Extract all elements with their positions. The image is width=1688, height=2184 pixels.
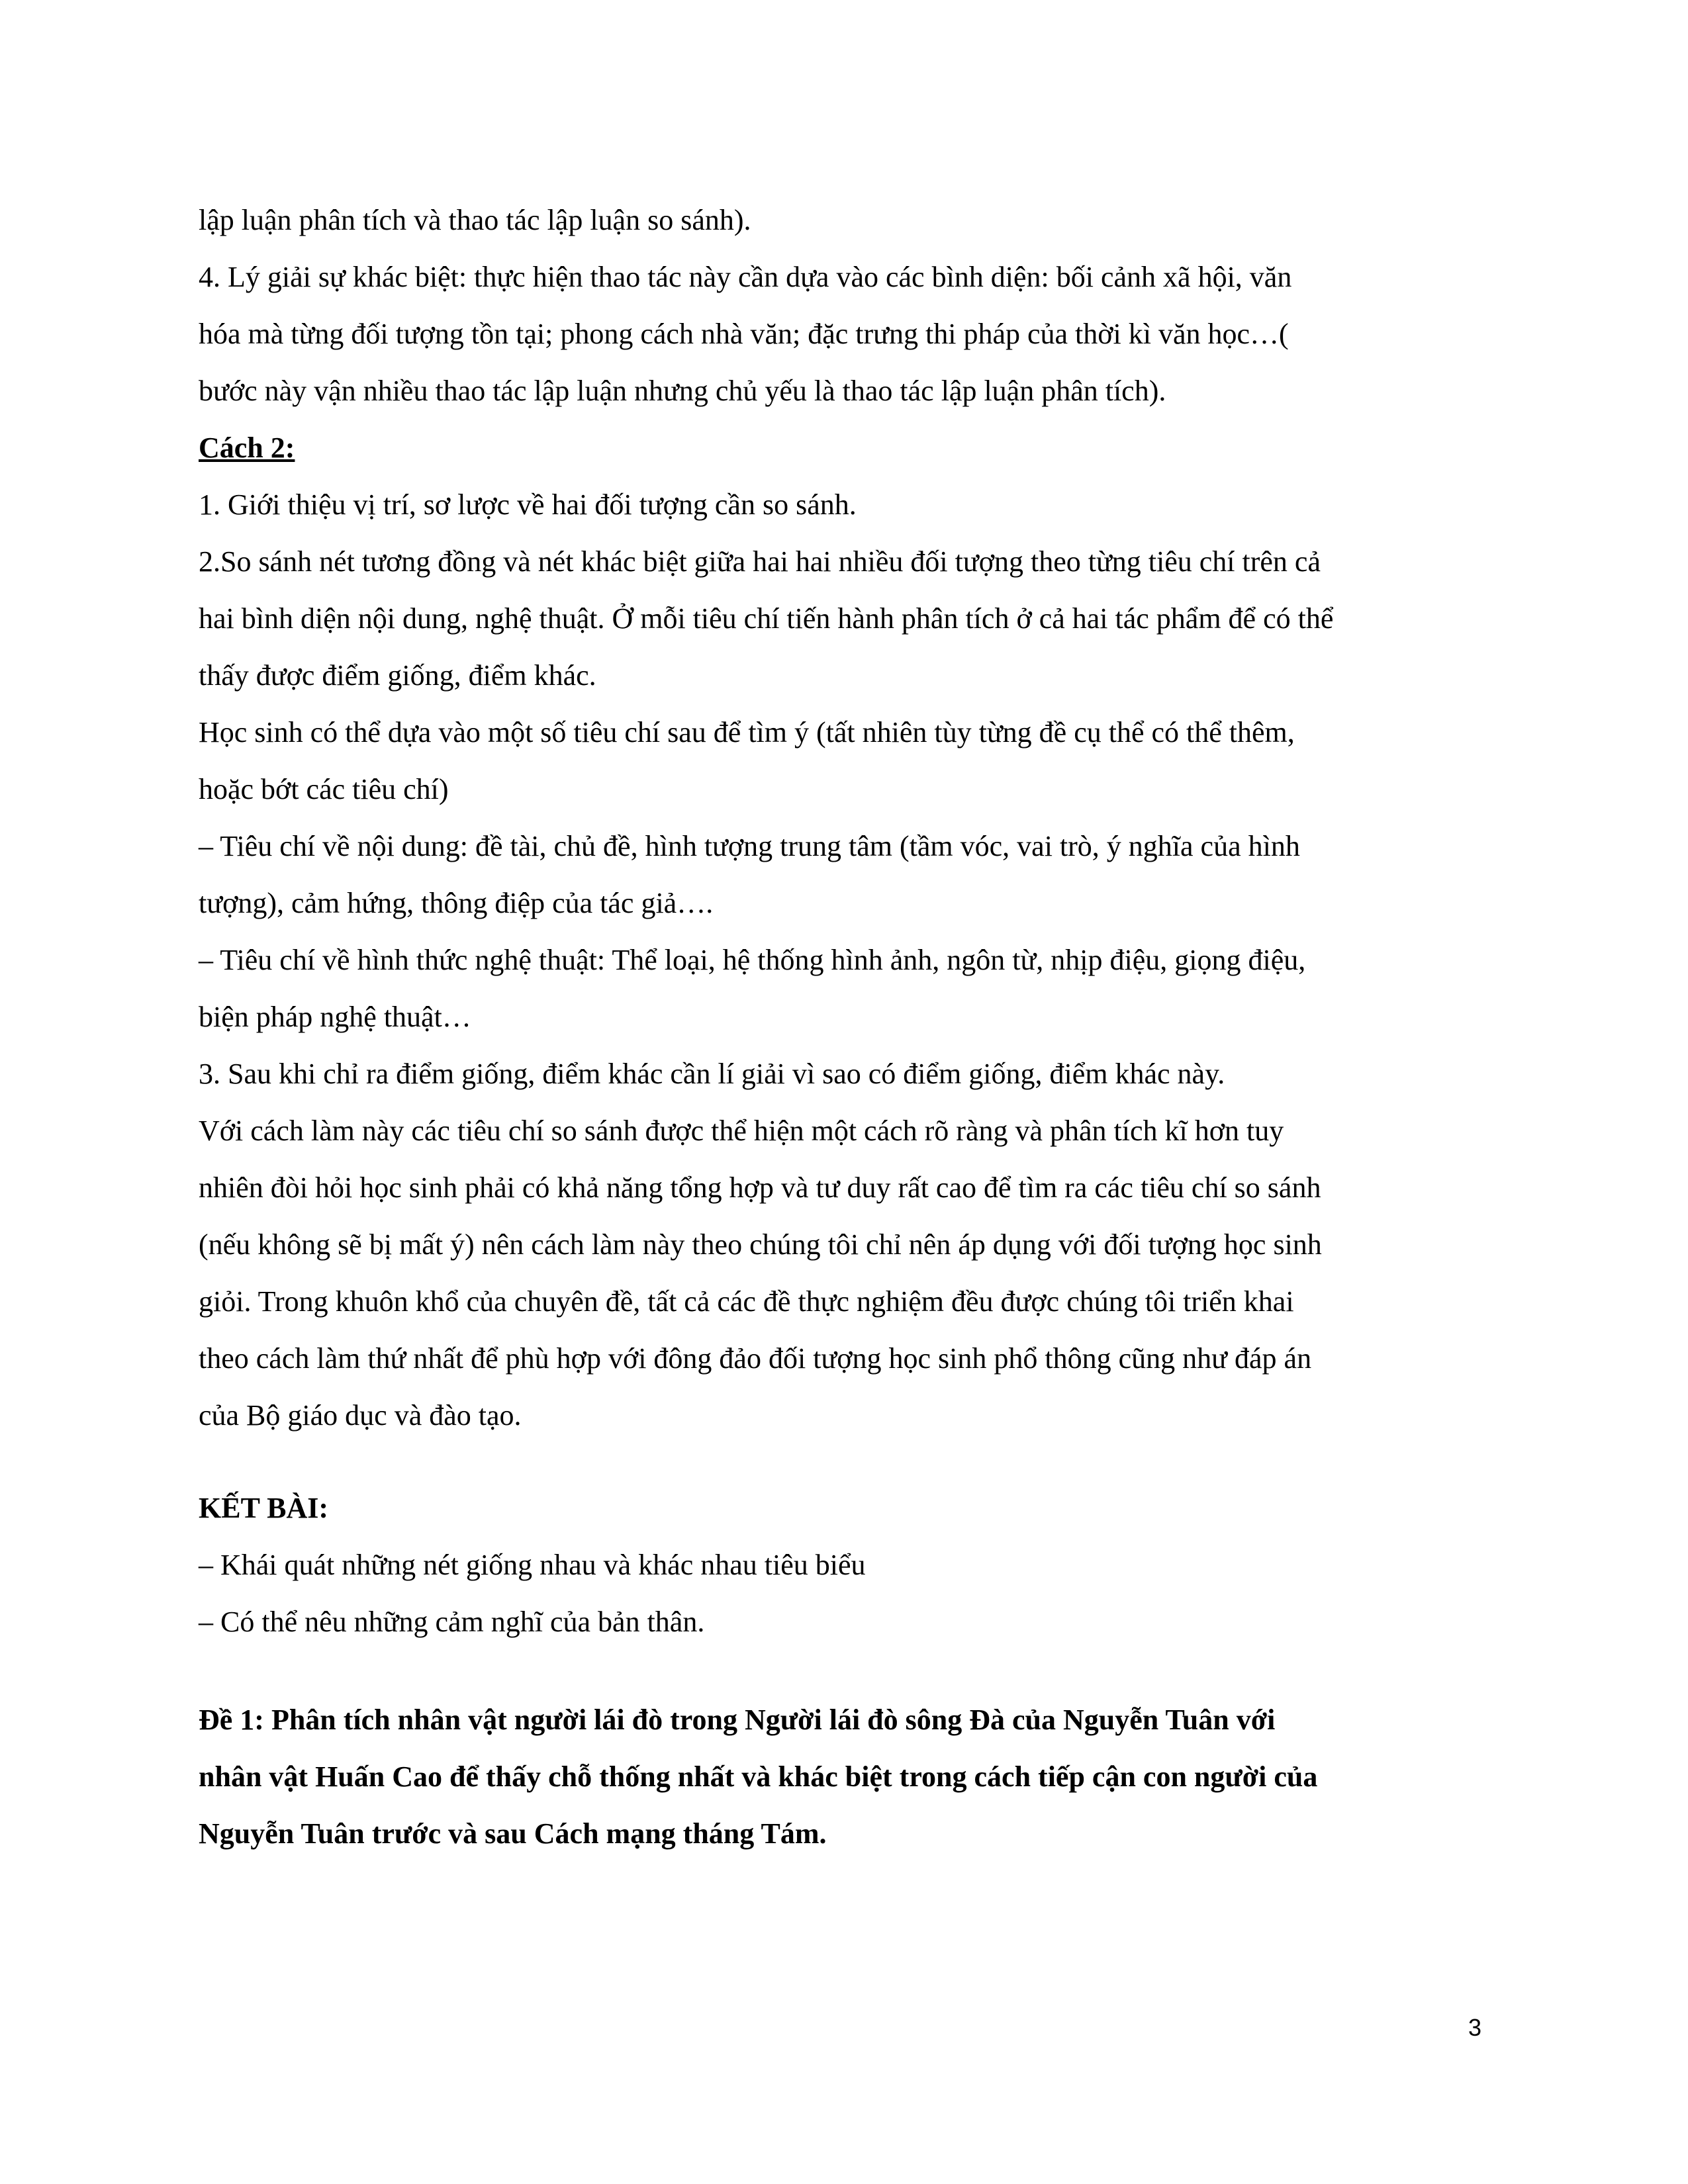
- text-line: bước này vận nhiều thao tác lập luận nhưng chủ yếu là thao tác lập luận phân tích).: [199, 375, 1166, 407]
- exercise-heading-line: Đề 1: Phân tích nhân vật người lái đò trong Người lái đò sông Đà của Nguyễn Tuân với: [199, 1704, 1276, 1736]
- exercise-heading-line: nhân vật Huấn Cao để thấy chỗ thống nhất và khác biệt trong cách tiếp cận con người của: [199, 1760, 1318, 1793]
- text-line: 3. Sau khi chỉ ra điểm giống, điểm khác cần lí giải vì sao có điểm giống, điểm khác này.: [199, 1058, 1225, 1090]
- text-line: nhiên đòi hỏi học sinh phải có khả năng tổng hợp và tư duy rất cao để tìm ra các tiêu chí so sánh: [199, 1171, 1321, 1204]
- exercise-heading-line: Nguyễn Tuân trước và sau Cách mạng tháng Tám.: [199, 1817, 827, 1850]
- text-line: của Bộ giáo dục và đào tạo.: [199, 1399, 522, 1432]
- text-line: – Tiêu chí về hình thức nghệ thuật: Thể loại, hệ thống hình ảnh, ngôn từ, nhịp điệu, giọng điệu,: [199, 944, 1306, 976]
- text-line: hoặc bớt các tiêu chí): [199, 773, 449, 805]
- text-line: lập luận phân tích và thao tác lập luận so sánh).: [199, 204, 751, 236]
- spacer: [199, 1444, 1496, 1480]
- text-line: – Tiêu chí về nội dung: đề tài, chủ đề, hình tượng trung tâm (tầm vóc, vai trò, ý nghĩa của hình: [199, 830, 1300, 862]
- text-line: biện pháp nghệ thuật…: [199, 1001, 471, 1033]
- method-2-heading: Cách 2:: [199, 432, 295, 464]
- spacer: [199, 1651, 1496, 1692]
- page-number: 3: [1468, 2014, 1482, 2041]
- text-line: tượng), cảm hứng, thông điệp của tác giả….: [199, 887, 714, 919]
- text-line: (nếu không sẽ bị mất ý) nên cách làm này theo chúng tôi chỉ nên áp dụng với đối tượng học sinh: [199, 1228, 1322, 1261]
- text-line: 2.So sánh nét tương đồng và nét khác biệt giữa hai hai nhiều đối tượng theo từng tiêu chí trên cả: [199, 545, 1321, 578]
- text-line: theo cách làm thứ nhất để phù hợp với đông đảo đối tượng học sinh phổ thông cũng như đáp án: [199, 1342, 1312, 1375]
- text-line: hai bình diện nội dung, nghệ thuật. Ở mỗi tiêu chí tiến hành phân tích ở cả hai tác phẩm để có thể: [199, 602, 1334, 635]
- text-line: giỏi. Trong khuôn khổ của chuyên đề, tất cả các đề thực nghiệm đều được chúng tôi triển khai: [199, 1285, 1294, 1318]
- text-line: thấy được điểm giống, điểm khác.: [199, 659, 596, 692]
- conclusion-heading: KẾT BÀI:: [199, 1492, 329, 1524]
- text-line: Học sinh có thể dựa vào một số tiêu chí sau để tìm ý (tất nhiên tùy từng đề cụ thể có thể thêm,: [199, 716, 1295, 749]
- text-line: hóa mà từng đối tượng tồn tại; phong cách nhà văn; đặc trưng thi pháp của thời kì văn học…(: [199, 318, 1289, 350]
- text-line: Với cách làm này các tiêu chí so sánh được thể hiện một cách rõ ràng và phân tích kĩ hơn tuy: [199, 1115, 1284, 1147]
- text-line: 4. Lý giải sự khác biệt: thực hiện thao tác này cần dựa vào các bình diện: bối cảnh xã hội, văn: [199, 261, 1292, 293]
- conclusion-line: – Khái quát những nét giống nhau và khác nhau tiêu biểu: [199, 1549, 866, 1581]
- exercise-heading: [199, 1692, 1496, 1862]
- text-line: 1. Giới thiệu vị trí, sơ lược về hai đối tượng cần so sánh.: [199, 488, 857, 521]
- conclusion-line: – Có thể nêu những cảm nghĩ của bản thân.: [199, 1606, 705, 1638]
- document-body: [199, 192, 1496, 1862]
